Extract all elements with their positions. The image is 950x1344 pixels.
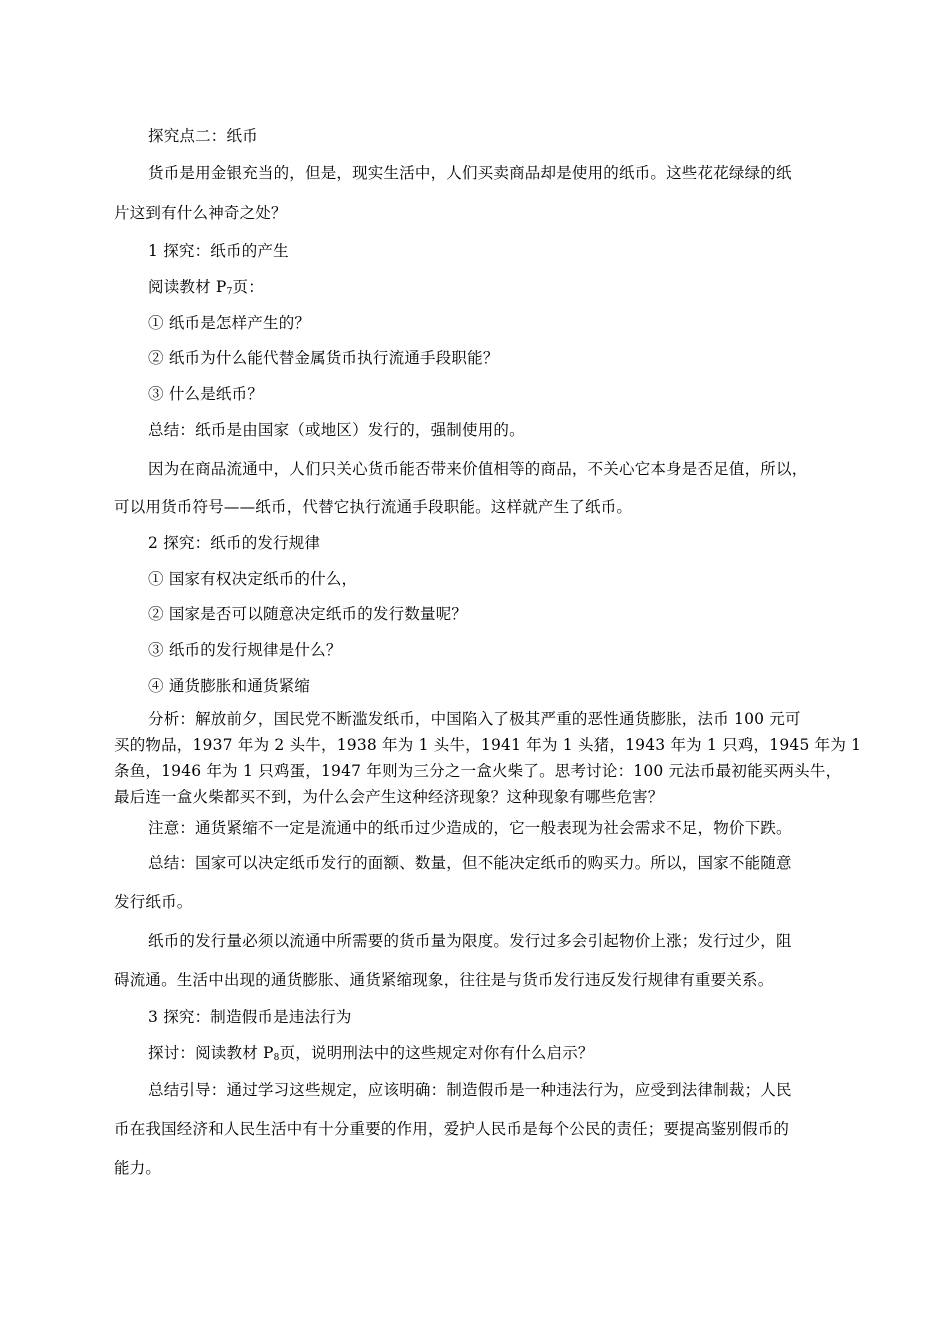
sec3-guide-line-1: 总结引导：通过学习这些规定，应该明确：制造假币是一种违法行为，应受到法律制裁；人民	[148, 1081, 792, 1099]
sec3-guide-line-3: 能力。	[114, 1159, 162, 1177]
sec2-para-line-1: 纸币的发行量必须以流通中所需要的货币量为限度。发行过多会引起物价上涨；发行过少，阻	[148, 932, 792, 950]
sec2-analysis-line-3: 条鱼，1946 年为 1 只鸡蛋，1947 年则为三分之一盒火柴了。思考讨论：100 元法币最初能买两头牛，	[114, 762, 842, 780]
sec1-title: 1 探究：纸币的产生	[148, 242, 289, 260]
read-page-sub: 7	[226, 287, 233, 297]
discuss-page-sub: 8	[273, 1053, 280, 1063]
read-suffix: 页：	[232, 278, 264, 296]
sec2-question-1: ① 国家有权决定纸币的什么，	[148, 570, 358, 588]
sec1-read-line	[148, 277, 264, 302]
read-prefix: 阅读教材 P	[148, 278, 227, 296]
sec2-note: 注意：通货紧缩不一定是流通中的纸币过少造成的，它一般表现为社会需求不足，物价下跌。	[148, 819, 792, 837]
sec1-para-line-1: 因为在商品流通中，人们只关心货币能否带来价值相等的商品，不关心它本身是否足值，所以，	[148, 460, 808, 478]
sec2-analysis-line-1: 分析：解放前夕，国民党不断滥发纸币，中国陷入了极其严重的恶性通货膨胀，法币 100 元可	[148, 710, 801, 728]
sec3-guide-line-2: 币在我国经济和人民生活中有十分重要的作用，爱护人民币是每个公民的责任；要提高鉴别假币的	[114, 1120, 790, 1138]
sec1-para-line-2: 可以用货币符号——纸币，代替它执行流通手段职能。这样就产生了纸币。	[114, 498, 633, 516]
sec3-title: 3 探究：制造假币是违法行为	[148, 1008, 352, 1026]
sec2-question-4: ④ 通货膨胀和通货紧缩	[148, 677, 311, 695]
sec2-summary-line-1: 总结：国家可以决定纸币发行的面额、数量，但不能决定纸币的购买力。所以，国家不能随意	[148, 854, 792, 872]
sec2-para-line-2: 碍流通。生活中出现的通货膨胀、通货紧缩现象，往往是与货币发行违反发行规律有重要关系。	[114, 971, 774, 989]
discuss-suffix: 页，说明刑法中的这些规定对你有什么启示？	[279, 1044, 594, 1062]
intro-line-2: 片这到有什么神奇之处？	[114, 204, 287, 222]
section-heading: 探究点二：纸币	[148, 127, 258, 145]
sec2-analysis-line-4: 最后连一盒火柴都买不到，为什么会产生这种经济现象？这种现象有哪些危害？	[114, 788, 664, 806]
sec1-question-3: ③ 什么是纸币？	[148, 385, 264, 403]
sec1-summary: 总结：纸币是由国家（或地区）发行的，强制使用的。	[148, 421, 525, 439]
sec2-question-2: ② 国家是否可以随意决定纸币的发行数量呢？	[148, 605, 468, 623]
sec3-discuss-line	[148, 1043, 594, 1068]
sec2-summary-line-2: 发行纸币。	[114, 893, 193, 911]
sec1-question-1: ① 纸币是怎样产生的？	[148, 314, 311, 332]
sec2-question-3: ③ 纸币的发行规律是什么？	[148, 641, 342, 659]
sec2-analysis-line-2: 买的物品，1937 年为 2 头牛，1938 年为 1 头牛，1941 年为 1 头猪，1943 年为 1 只鸡，1945 年为 1	[114, 736, 862, 754]
intro-line-1: 货币是用金银充当的，但是，现实生活中，人们买卖商品却是使用的纸币。这些花花绿绿的纸	[148, 164, 792, 182]
discuss-prefix: 探讨：阅读教材 P	[148, 1044, 274, 1062]
sec2-title: 2 探究：纸币的发行规律	[148, 534, 321, 552]
sec1-question-2: ② 纸币为什么能代替金属货币执行流通手段职能？	[148, 349, 499, 367]
